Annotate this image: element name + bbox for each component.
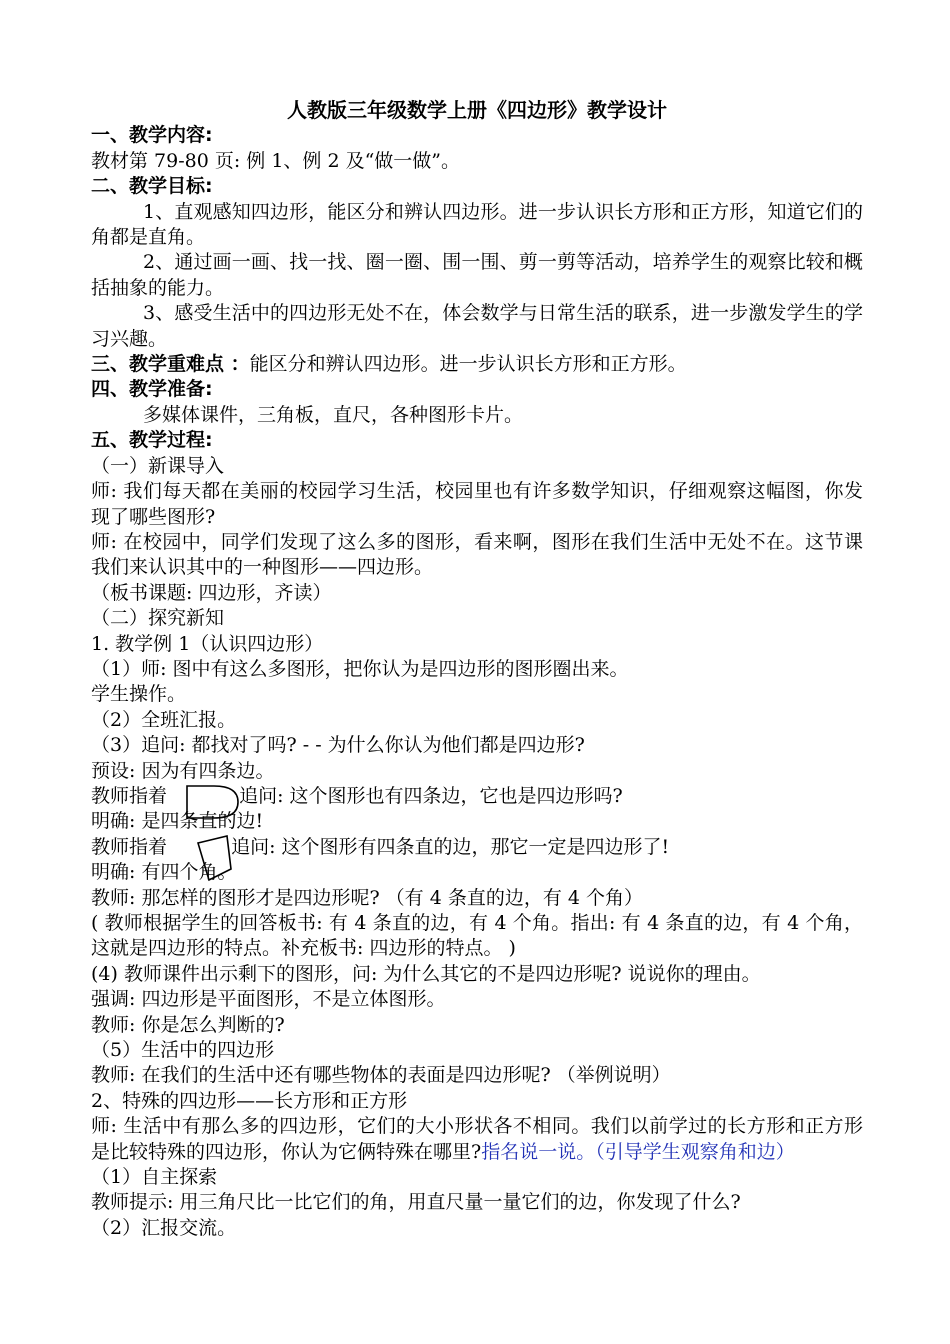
section-keypoints-text: 能区分和辨认四边形。进一步认识长方形和正方形。 (249, 353, 687, 376)
teacher-question: 追问: 这个图形也有四条边，它也是四边形吗? (239, 784, 623, 807)
process-paragraph: 教师提示: 用三角尺比一比它们的角，用直尺量一量它们的边，你发现了什么? (91, 1191, 741, 1214)
process-paragraph: ( 教师根据学生的回答板书: 有 4 条直的边，有 4 个角。指出: 有 4 条直的边，有 4 个角，这就是四边形的特点。补充板书: 四边形的特点。 ) (91, 912, 863, 960)
goal-2: 2、通过画一画、找一找、圈一圈、围一围、剪一剪等活动，培养学生的观察比较和概括抽象的能力。 (91, 251, 863, 299)
process-intro-heading: （一）新课导入 (91, 454, 225, 477)
process-paragraph: 教师: 你是怎么判断的? (91, 1013, 285, 1036)
process-paragraph: （板书课题: 四边形，齐读） (91, 581, 332, 604)
teacher-points-label: 教师指着 (91, 784, 168, 807)
teacher-question: 追问: 这个图形有四条直的边，那它一定是四边形了! (231, 835, 670, 858)
process-paragraph: （1）师: 图中有这么多图形，把你认为是四边形的图形圈出来。 (91, 657, 629, 680)
section-content-heading: 一、教学内容: (91, 124, 213, 147)
process-paragraph-with-shape (91, 784, 863, 809)
section-keypoints-heading: 三、教学重难点 ： (91, 353, 250, 376)
process-paragraph: 教师: 在我们的生活中还有哪些物体的表面是四边形呢? （举例说明） (91, 1064, 671, 1087)
process-paragraph: （2）汇报交流。 (91, 1216, 237, 1239)
document-title: 人教版三年级数学上册《四边形》教学设计 (287, 98, 667, 122)
process-paragraph: 预设: 因为有四条边。 (91, 759, 275, 782)
section-goals-heading: 二、教学目标: (91, 175, 213, 198)
process-paragraph: （5）生活中的四边形 (91, 1039, 275, 1062)
process-paragraph: （3）追问: 都找对了吗? - - 为什么你认为他们都是四边形? (91, 734, 585, 757)
document-page (91, 98, 863, 1241)
process-paragraph: 学生操作。 (91, 683, 187, 706)
process-paragraph: 师: 在校园中，同学们发现了这么多的图形，看来啊，图形在我们生活中无处不在。这节课我们来认识其中的一种图形——四边形。 (91, 530, 863, 579)
process-paragraph: 明确: 是四条直的边! (91, 810, 264, 833)
process-paragraph: 师: 我们每天都在美丽的校园学习生活，校园里也有许多数学知识，仔细观察这幅图，你发现了哪些图形? (91, 480, 863, 528)
section-prep-heading: 四、教学准备: (91, 378, 213, 401)
process-paragraph-with-shape (91, 835, 863, 860)
special-guidance: 指名说一说。（引导学生观察角和边） (481, 1140, 795, 1163)
process-paragraph: 明确: 有四个角。 (91, 861, 237, 884)
process-paragraph: (4) 教师课件出示剩下的图形，问: 为什么其它的不是四边形呢? 说说你的理由。 (91, 962, 761, 985)
process-paragraph: （2）全班汇报。 (91, 708, 237, 731)
goal-1: 1、直观感知四边形，能区分和辨认四边形。进一步认识长方形和正方形，知道它们的角都是直角。 (91, 200, 863, 249)
process-example-heading: 1. 教学例 1（认识四边形） (91, 632, 324, 655)
process-paragraph: （1）自主探索 (91, 1166, 218, 1189)
process-paragraph: 教师: 那怎样的图形才是四边形呢? （有 4 条直的边，有 4 个角） (91, 886, 644, 909)
section-keypoints (91, 352, 863, 377)
special-question: 师: 生活中有那么多的四边形，它们的大小形状各不相同。我们以前学过的长方形和正方形是比较特殊的四边形，你认为它俩特殊在哪里? (91, 1115, 863, 1163)
section-process-heading: 五、教学过程: (91, 429, 213, 452)
process-paragraph: 强调: 四边形是平面图形，不是立体图形。 (91, 988, 446, 1011)
section-content-text: 教材第 79-80 页: 例 1、例 2 及“做一做”。 (91, 149, 461, 172)
goal-3: 3、感受生活中的四边形无处不在，体会数学与日常生活的联系，进一步激发学生的学习兴趣。 (91, 302, 863, 350)
section-prep-text: 多媒体课件，三角板，直尺，各种图形卡片。 (143, 403, 524, 426)
teacher-points-label: 教师指着 (91, 835, 168, 858)
process-special-heading: 2、特殊的四边形——长方形和正方形 (91, 1089, 408, 1112)
process-explore-heading: （二）探究新知 (91, 607, 225, 630)
process-paragraph (91, 1114, 863, 1165)
